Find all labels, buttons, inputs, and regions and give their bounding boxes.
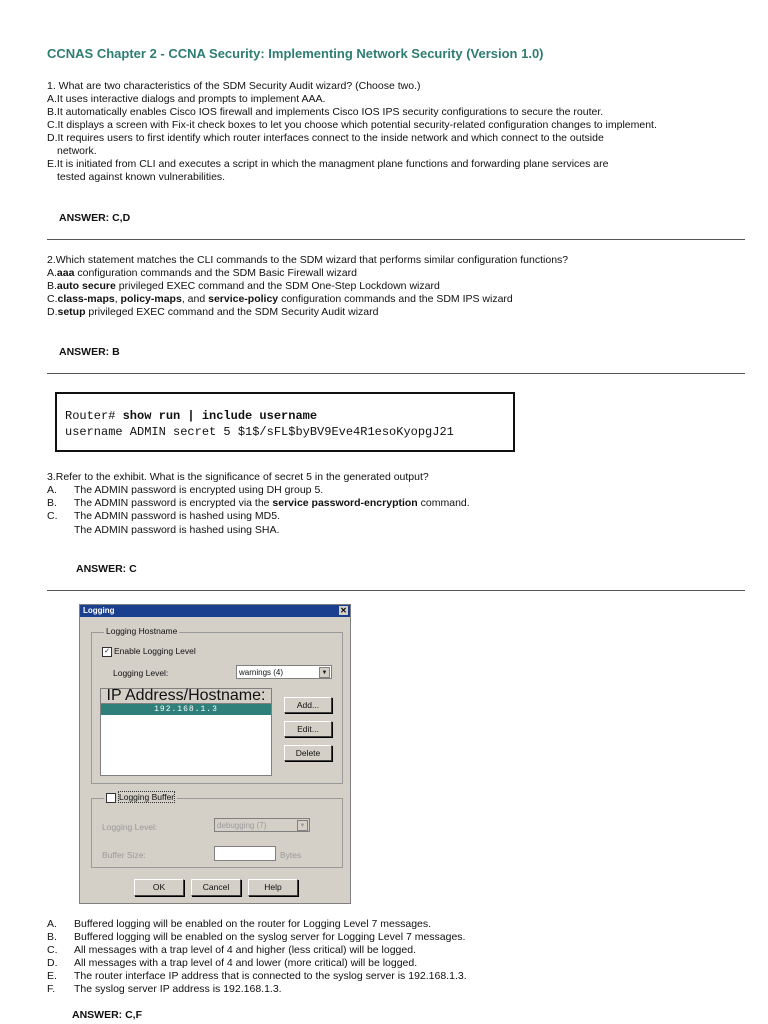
q4-option-c <box>47 944 416 957</box>
option-letter: B. <box>47 497 57 509</box>
cli-prompt: Router# <box>65 409 123 423</box>
list-item[interactable]: 192.168.1.3 <box>101 704 271 715</box>
divider <box>47 373 745 374</box>
ip-address-list[interactable] <box>100 688 272 776</box>
q1-option-a: A.It uses interactive dialogs and prompts to implement AAA. <box>47 93 326 105</box>
cli-command: service-policy <box>208 293 279 305</box>
q2-answer: ANSWER: B <box>59 346 120 358</box>
option-text: All messages with a trap level of 4 and higher (less critical) will be logged. <box>74 944 416 956</box>
ip-address-column-header: IP Address/Hostname: <box>101 689 271 704</box>
q4-option-f <box>47 983 282 996</box>
cancel-button[interactable]: Cancel <box>191 879 241 896</box>
q3-option-d: The ADMIN password is hashed using SHA. <box>74 524 280 536</box>
q1-option-c: C.It displays a screen with Fix-it check boxes to let you choose which potential security-related configuration changes to implement. <box>47 119 657 131</box>
option-text: Buffered logging will be enabled on the router for Logging Level 7 messages. <box>74 918 432 930</box>
cli-command: class-maps <box>57 293 115 305</box>
logging-buffer-label: Logging Buffer <box>119 792 175 802</box>
divider <box>47 239 745 240</box>
q1-option-d: D.It requires users to first identify which router interfaces connect to the inside network and which connect to the outside <box>47 132 604 144</box>
option-text: configuration commands and the SDM Basic Firewall wizard <box>74 267 357 279</box>
option-text: The syslog server IP address is 192.168.1.3. <box>74 983 282 995</box>
separator: , <box>114 293 121 305</box>
cli-command: policy-maps <box>120 293 182 305</box>
q4-option-e <box>47 970 467 983</box>
q2-option-c <box>47 293 513 306</box>
option-text: The ADMIN password is encrypted using DH group 5. <box>74 484 324 496</box>
q2-option-d <box>47 306 378 319</box>
option-text: The ADMIN password is encrypted via the <box>74 497 273 509</box>
option-letter: F. <box>47 983 56 995</box>
option-letter: A. <box>47 484 57 496</box>
bytes-label: Bytes <box>280 850 302 860</box>
q4-option-b <box>47 931 465 944</box>
option-letter: A. <box>47 267 57 279</box>
checkmark-icon: ✓ <box>102 647 112 657</box>
option-letter: C. <box>47 293 58 305</box>
option-letter: D. <box>47 306 58 318</box>
q1-option-d-cont: network. <box>57 145 97 157</box>
option-letter: C. <box>47 944 58 956</box>
checkbox-icon <box>106 793 116 803</box>
cli-exhibit <box>55 392 515 452</box>
q2-option-a <box>47 267 357 280</box>
option-text: command. <box>417 497 470 509</box>
separator: , and <box>181 293 209 305</box>
buffer-size-input[interactable] <box>214 846 276 861</box>
option-letter: B. <box>47 280 57 292</box>
option-letter: B. <box>47 931 57 943</box>
q3-answer: ANSWER: C <box>76 563 137 575</box>
q3-option-b <box>47 497 470 510</box>
q1-answer: ANSWER: C,D <box>59 212 131 224</box>
q3-option-c <box>47 510 280 523</box>
buffer-level-select[interactable] <box>214 818 310 832</box>
q1-option-b: B.It automatically enables Cisco IOS firewall and implements Cisco IOS IPS security configurations to secure the router. <box>47 106 604 118</box>
q1-option-e-cont: tested against known vulnerabilities. <box>57 171 226 183</box>
q4-option-a <box>47 918 431 931</box>
divider <box>47 590 745 591</box>
q1-question: 1. What are two characteristics of the SDM Security Audit wizard? (Choose two.) <box>47 80 421 92</box>
logging-level-label: Logging Level: <box>113 668 169 678</box>
q1-option-e: E.It is initiated from CLI and executes a script in which the managment plane functions and forwarding plane services are <box>47 158 609 170</box>
option-text: privileged EXEC command and the SDM Security Audit wizard <box>85 306 379 318</box>
cli-command: service password-encryption <box>272 497 418 509</box>
cli-command-line <box>65 408 317 424</box>
q4-option-d <box>47 957 417 970</box>
q3-option-a <box>47 484 323 497</box>
dialog-title: Logging <box>83 606 115 615</box>
option-text: All messages with a trap level of 4 and lower (more critical) will be logged. <box>74 957 418 969</box>
q2-question: 2.Which statement matches the CLI commands to the SDM wizard that performs similar configuration functions? <box>47 254 569 266</box>
add-button[interactable]: Add... <box>284 697 332 713</box>
help-button[interactable]: Help <box>248 879 298 896</box>
cli-command: aaa <box>56 267 75 279</box>
option-text: configuration commands and the SDM IPS wizard <box>278 293 513 305</box>
delete-button[interactable]: Delete <box>284 745 332 761</box>
cli-command: auto secure <box>56 280 116 292</box>
option-letter: E. <box>47 970 57 982</box>
buffer-size-label: Buffer Size: <box>102 850 146 860</box>
option-text: Buffered logging will be enabled on the syslog server for Logging Level 7 messages. <box>74 931 466 943</box>
dropdown-arrow-icon: ▼ <box>319 667 330 678</box>
option-letter: D. <box>47 957 58 969</box>
ok-button[interactable]: OK <box>134 879 184 896</box>
option-text: The router interface IP address that is connected to the syslog server is 192.168.1.3. <box>74 970 467 982</box>
logging-level-value: warnings (4) <box>239 668 284 677</box>
cli-command: show run | include username <box>122 409 318 423</box>
option-text: privileged EXEC command and the SDM One-Step Lockdown wizard <box>115 280 440 292</box>
option-letter: C. <box>47 510 58 522</box>
cli-command: setup <box>57 306 86 318</box>
enable-logging-checkbox[interactable] <box>102 646 196 657</box>
enable-logging-label: Enable Logging Level <box>114 646 196 656</box>
option-text: The ADMIN password is hashed using MD5. <box>74 510 281 522</box>
q3-question: 3.Refer to the exhibit. What is the significance of secret 5 in the generated output? <box>47 471 429 483</box>
logging-level-select[interactable] <box>236 665 332 679</box>
buffer-level-label: Logging Level: <box>102 822 158 832</box>
buffer-level-value: debugging (7) <box>217 821 267 830</box>
edit-button[interactable]: Edit... <box>284 721 332 737</box>
logging-buffer-checkbox[interactable] <box>104 792 177 803</box>
dropdown-arrow-icon: ▼ <box>297 820 308 831</box>
cli-output: username ADMIN secret 5 $1$/sFL$byBV9Eve4R1esoKyopgJ21 <box>65 425 454 439</box>
logging-hostname-legend: Logging Hostname <box>106 626 178 636</box>
q4-answer: ANSWER: C,F <box>72 1009 142 1021</box>
page-title: CCNAS Chapter 2 - CCNA Security: Implementing Network Security (Version 1.0) <box>47 46 544 61</box>
option-letter: A. <box>47 918 57 930</box>
q2-option-b <box>47 280 440 293</box>
dialog-titlebar <box>80 605 350 617</box>
close-icon[interactable]: ✕ <box>340 606 347 615</box>
